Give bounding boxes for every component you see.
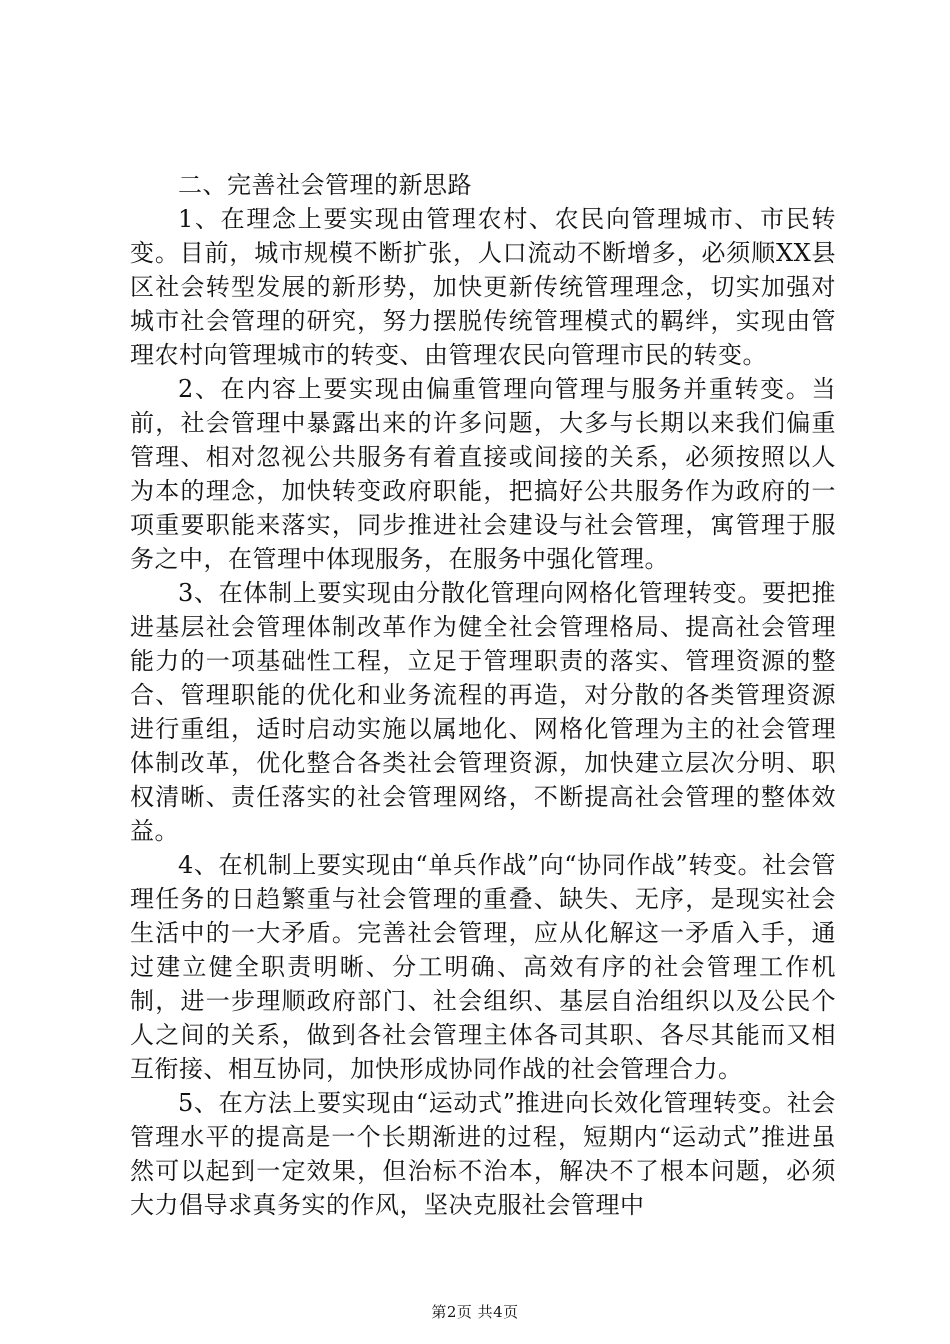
paragraph-2: 2、在内容上要实现由偏重管理向管理与服务并重转变。当前，社会管理中暴露出来的许多问题，大多与长期以来我们偏重管理、相对忽视公共服务有着直接或间接的关系，必须按照以人为本的理念，加快转变政府职能，把搞好公共服务作为政府的一项重要职能来落实，同步推进社会建设与社会管理，寓管理于服务之中，在管理中体现服务，在服务中强化管理。 [130, 375, 836, 573]
document-body [130, 168, 836, 1222]
paragraph-5: 5、在方法上要实现由“运动式”推进向长效化管理转变。社会管理水平的提高是一个长期渐进的过程，短期内“运动式”推进虽然可以起到一定效果，但治标不治本，解决不了根本问题，必须大力倡导求真务实的作风，坚决克服社会管理中 [130, 1089, 836, 1219]
page-footer: 第2页 共4页 [431, 1303, 519, 1321]
paragraph-3: 3、在体制上要实现由分散化管理向网格化管理转变。要把推进基层社会管理体制改革作为健全社会管理格局、提高社会管理能力的一项基础性工程，立足于管理职责的落实、管理资源的整合、管理职能的优化和业务流程的再造，对分散的各类管理资源进行重组，适时启动实施以属地化、网格化管理为主的社会管理体制改革，优化整合各类社会管理资源，加快建立层次分明、职权清晰、责任落实的社会管理网络，不断提高社会管理的整体效益。 [130, 579, 836, 845]
section-heading: 二、完善社会管理的新思路 [178, 171, 472, 199]
paragraph-1: 1、在理念上要实现由管理农村、农民向管理城市、市民转变。目前，城市规模不断扩张，人口流动不断增多，必须顺XX县区社会转型发展的新形势，加快更新传统管理理念，切实加强对城市社会管理的研究，努力摆脱传统管理模式的羁绊，实现由管理农村向管理城市的转变、由管理农民向管理市民的转变。 [130, 205, 836, 369]
paragraph-4: 4、在机制上要实现由“单兵作战”向“协同作战”转变。社会管理任务的日趋繁重与社会管理的重叠、缺失、无序，是现实社会生活中的一大矛盾。完善社会管理，应从化解这一矛盾入手，通过建立健全职责明晰、分工明确、高效有序的社会管理工作机制，进一步理顺政府部门、社会组织、基层自治组织以及公民个人之间的关系，做到各社会管理主体各司其职、各尽其能而又相互衔接、相互协同，加快形成协同作战的社会管理合力。 [130, 851, 836, 1083]
